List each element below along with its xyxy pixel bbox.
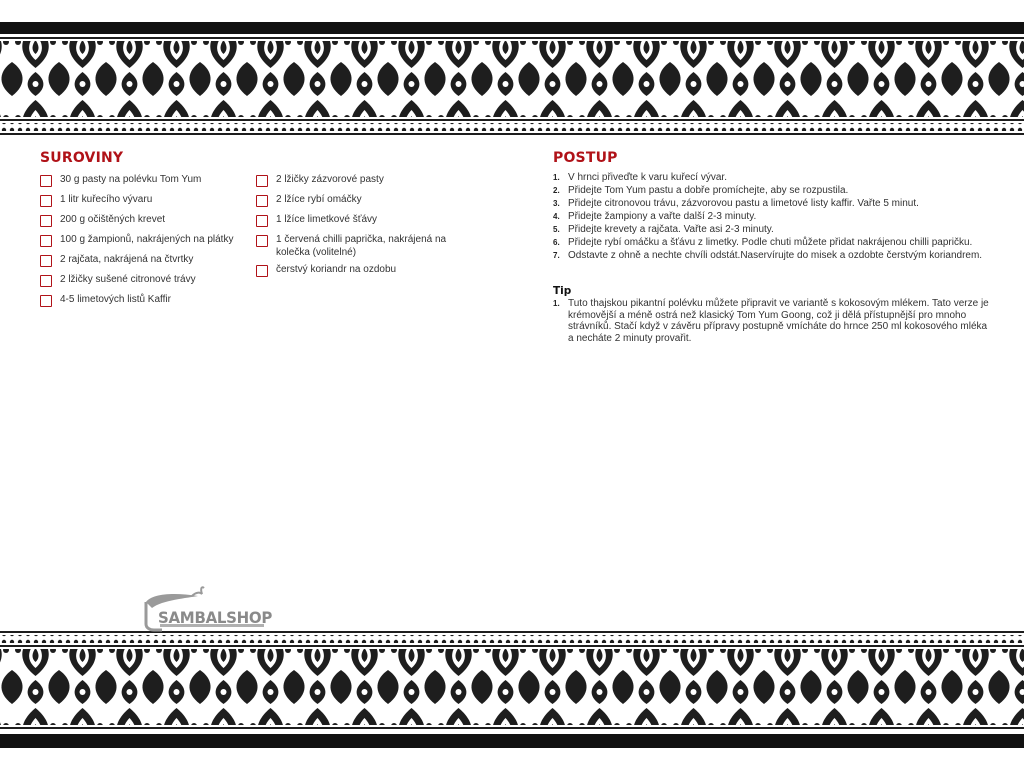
ingredient-item — [40, 254, 260, 267]
ingredient-text: 2 rajčata, nakrájená na čtvrtky — [60, 254, 194, 265]
tip-title: Tip — [553, 285, 572, 297]
ingredient-item — [40, 274, 260, 287]
steps-title: POSTUP — [553, 150, 618, 166]
step-item — [553, 198, 993, 210]
ornament-band-bottom — [0, 630, 1024, 748]
ingredient-checkbox[interactable] — [256, 175, 268, 187]
step-item — [553, 250, 993, 262]
ingredient-text: čerstvý koriandr na ozdobu — [276, 264, 397, 275]
ingredient-item — [40, 174, 260, 187]
ingredient-item — [40, 214, 260, 227]
ingredient-text: 2 lžičky zázvorové pasty — [276, 174, 384, 185]
ingredients-list-left — [40, 174, 260, 314]
ingredient-text: 2 lžičky sušené citronové trávy — [60, 274, 196, 285]
step-item-text: Přidejte krevety a rajčata. Vařte asi 2-3 minuty. — [568, 224, 774, 235]
ingredient-text: 100 g žampionů, nakrájených na plátky — [60, 234, 234, 245]
step-item-text: Odstavte z ohně a nechte chvíli odstát.Naservírujte do misek a ozdobte čerstvým koriandrem. — [568, 250, 983, 261]
ingredient-checkbox[interactable] — [40, 195, 52, 207]
ingredient-text: 1 litr kuřecího vývaru — [60, 194, 153, 205]
ingredient-text: 2 lžíce rybí omáčky — [276, 194, 362, 205]
ingredient-item — [256, 264, 476, 277]
ingredient-text: 1 lžíce limetkové šťávy — [276, 214, 378, 225]
step-item — [553, 211, 993, 223]
logo-wordmark: SAMBALSHOP — [158, 608, 273, 628]
ingredient-item — [256, 194, 476, 207]
tip-item — [553, 298, 993, 344]
ingredient-item — [40, 294, 260, 307]
ornament-pattern-bottom — [0, 630, 1024, 748]
ingredient-text: 1 červená chilli paprička, nakrájená na kolečka (volitelné) — [276, 234, 447, 258]
ingredients-title: SUROVINY — [40, 150, 124, 166]
ornament-band-top — [0, 22, 1024, 136]
ornament-pattern-top — [0, 22, 1024, 136]
ingredient-checkbox[interactable] — [256, 215, 268, 227]
tip-item-number: 1. — [553, 299, 560, 308]
ingredient-checkbox[interactable] — [40, 255, 52, 267]
step-item-number: 1. — [553, 173, 560, 182]
step-item-number: 5. — [553, 225, 560, 234]
step-item-text: Přidejte žampiony a vařte další 2-3 minuty. — [568, 211, 757, 222]
ingredient-item — [40, 194, 260, 207]
ingredient-checkbox[interactable] — [40, 295, 52, 307]
ingredient-text: 30 g pasty na polévku Tom Yum — [60, 174, 202, 185]
step-item-number: 2. — [553, 186, 560, 195]
step-item — [553, 185, 993, 197]
ingredient-checkbox[interactable] — [40, 235, 52, 247]
step-item — [553, 224, 993, 236]
step-item-number: 6. — [553, 238, 560, 247]
ingredient-item — [256, 174, 476, 187]
tip-list — [553, 298, 993, 346]
step-item-number: 4. — [553, 212, 560, 221]
ingredient-item — [256, 214, 476, 227]
ingredients-list-right — [256, 174, 476, 284]
step-item-number: 7. — [553, 251, 560, 260]
ingredient-checkbox[interactable] — [40, 275, 52, 287]
step-item-text: Přidejte rybí omáčku a šťávu z limetky. Podle chuti můžete přidat nakrájenou chilli papričku. — [568, 237, 973, 248]
step-item — [553, 237, 993, 249]
tip-item-text: Tuto thajskou pikantní polévku můžete připravit ve variantě s kokosovým mlékem. Tato verze je krémovější a méně ostrá než klasický Tom Yum Goong, což ji dělá přístupnější pro mnoho strávníků. Stačí když v závěru přípravy postupně vmícháte do hrnce 250 ml kokosového mléka a necháte 2 minuty provařit. — [568, 298, 989, 344]
step-item-text: V hrnci přiveďte k varu kuřecí vývar. — [568, 172, 727, 183]
ingredient-item — [40, 234, 260, 247]
ingredient-text: 4-5 limetových listů Kaffir — [60, 294, 171, 305]
step-item — [553, 172, 993, 184]
ingredient-text: 200 g očištěných krevet — [60, 214, 166, 225]
ingredient-checkbox[interactable] — [256, 195, 268, 207]
step-item-text: Přidejte citronovou trávu, zázvorovou pastu a limetové listy kaffir. Vařte 5 minut. — [568, 198, 919, 209]
step-item-text: Přidejte Tom Yum pastu a dobře promíchejte, aby se rozpustila. — [568, 185, 849, 196]
ingredient-checkbox[interactable] — [256, 265, 268, 277]
ingredient-checkbox[interactable] — [256, 235, 268, 247]
step-item-number: 3. — [553, 199, 560, 208]
steps-list — [553, 172, 993, 263]
ingredient-item — [256, 234, 476, 259]
ingredient-checkbox[interactable] — [40, 175, 52, 187]
ingredient-checkbox[interactable] — [40, 215, 52, 227]
